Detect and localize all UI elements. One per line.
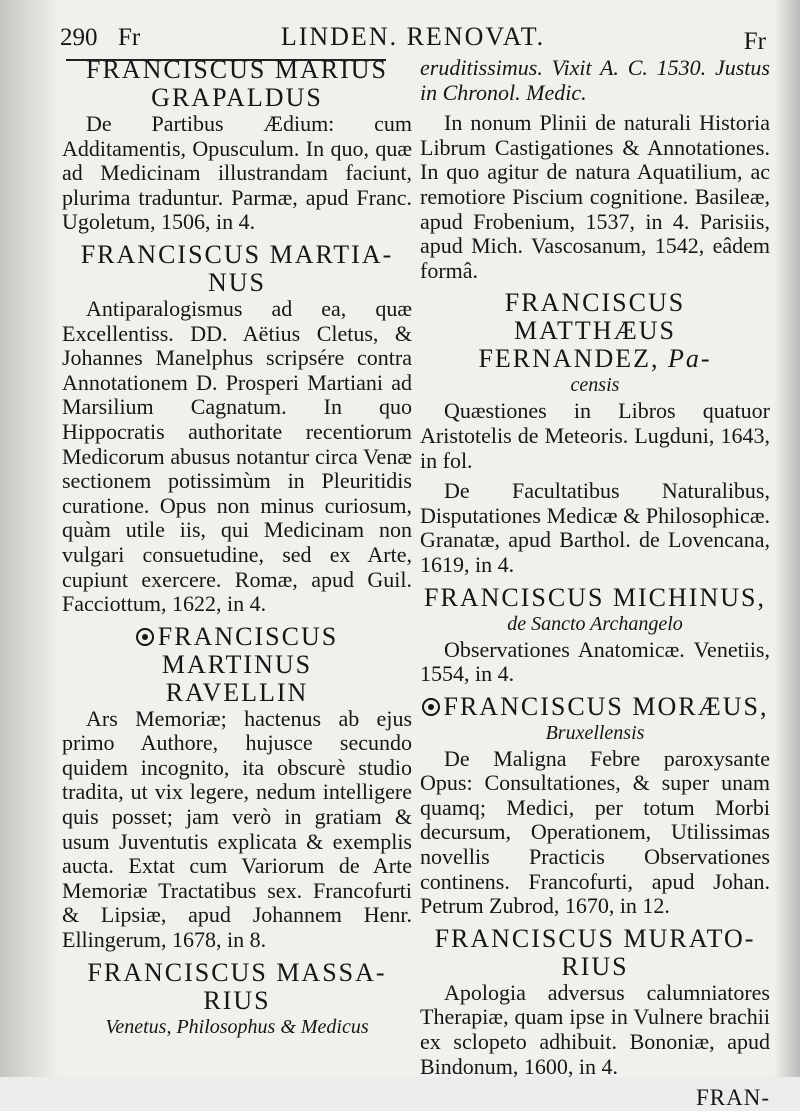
entry-heading: RIUS <box>561 951 629 981</box>
entry-michinus <box>420 584 770 687</box>
entry-fernandez <box>420 289 770 577</box>
entry-text: In nonum Plinii de naturali Historia Librum Castigationes & Annotationes. In quo agitur de natura Aquatilium, ac remotiore Piscium cognitione. Basileæ, apud Frobenium, 1537, in 4. Parisiis, apud Mich. Vascosanum, 1542, eâdem formâ. <box>420 110 770 283</box>
entry-heading: RIUS <box>203 985 271 1015</box>
entry-heading: FERNANDEZ, <box>478 344 668 374</box>
entry-ravellin <box>62 623 412 953</box>
entry-massarius <box>62 959 412 1039</box>
entry-heading: NUS <box>207 267 266 297</box>
entry-heading: FRANCISCUS MARIUS <box>85 55 389 84</box>
circle-mark-icon <box>136 628 154 646</box>
entry-heading: GRAPALDUS <box>151 83 323 112</box>
entry-subline: Bruxellensis <box>545 721 645 744</box>
header-abbr-right: Fr <box>743 28 766 55</box>
entry-text: Antiparalogismus ad ea, quæ Excellentiss. DD. Aëtius Cletus, & Johannes Manelphus scripsére contra Annotationem D. Prosperi Martiani ad Marsilium Cagnatum. In quo Hippocratis authoritate recentiorum Medicorum abusus notantur circa Venæ sectionem potissimùm in Pleuritidis curatione. Opus non minus curiosum, quàm utile iis, qui Medicinam non vulgari consuetudine, sed ex Arte, cupiunt exercere. Romæ, apud Guil. Facciottum, 1622, in 4. <box>62 295 412 617</box>
entry-subline: censis <box>570 374 620 397</box>
entry-subline: Venetus, Philosophus & Medicus <box>105 1015 369 1038</box>
entry-heading: FRANCISCUS MARTIA- <box>80 239 394 269</box>
entry-heading: FRANCISCUS MORÆUS, <box>443 691 769 721</box>
running-head <box>60 22 766 56</box>
catchword: FRAN- <box>695 1085 770 1111</box>
entry-martianus <box>62 241 412 617</box>
entry-subline: de Sancto Archangelo <box>507 612 683 635</box>
entry-heading-italic: Pa- <box>668 344 712 374</box>
entry-muratorius <box>420 925 770 1079</box>
page-number: 290 <box>60 24 98 51</box>
entry-heading: RAVELLIN <box>165 677 309 707</box>
entry-text: De Maligna Febre paroxysante Opus: Consultationes, & super unam quamq; Medici, per totum Morbi decursum, Operationem, Utilissimas novellis Practicis Observationes continens. Francofurti, apud Johan. Petrum Zubrod, 1670, in 12. <box>420 745 770 919</box>
entry-massarius-continued <box>420 56 770 283</box>
entry-moraeus <box>420 693 770 919</box>
entry-italic-text: eruditissimus. Vixit A. C. 1530. Justus in Chronol. Medic. <box>420 55 770 105</box>
entry-heading-line <box>420 345 770 373</box>
entry-text: Observationes Anatomicæ. Venetiis, 1554, in 4. <box>420 636 770 687</box>
entry-text: De Partibus Ædium: cum Additamentis, Opusculum. In quo, quæ ad Medicinam illustrandam faciunt, plurima traduntur. Parmæ, apud Franc. Ugoletum, 1506, in 4. <box>62 111 412 235</box>
entry-heading-line <box>62 623 412 679</box>
entry-heading: FRANCISCUS MASSA- <box>87 957 387 987</box>
running-title: LINDEN. RENOVAT. <box>280 22 546 51</box>
right-column <box>420 56 770 1111</box>
entry-text: Apologia adversus calumniatores Therapiæ, quam ipse in Vulnere brachii ex sclopeto adhibuit. Bononiæ, apud Bindonum, 1600, in 4. <box>420 979 770 1079</box>
circle-mark-icon <box>422 698 440 716</box>
entry-text: Ars Memoriæ; hactenus ab ejus primo Authore, hujusce secundo quidem incognito, ita obscurè studio tradita, ut vix legere, nedum intelligere quis posset; jam verò in gratiam & usum Juventutis explicata & exemplis aucta. Extat cum Variorum de Arte Memoriæ Tractatibus sex. Francofurti & Lipsiæ, apud Johannem Henr. Ellingerum, 1678, in 8. <box>62 705 412 953</box>
entry-grapaldus <box>62 56 412 235</box>
entry-heading: FRANCISCUS MARTINUS <box>157 621 339 679</box>
entry-heading: FRANCISCUS MURATO- <box>434 923 756 953</box>
entry-heading-line <box>420 693 770 721</box>
header-abbr-left: Fr <box>118 24 141 51</box>
entry-text: Quæstiones in Libros quatuor Aristotelis de Meteoris. Lugduni, 1643, in fol. <box>420 398 770 473</box>
entry-heading: FRANCISCUS MICHINUS, <box>424 582 766 612</box>
entry-heading: FRANCISCUS MATTHÆUS <box>504 288 686 346</box>
left-column <box>62 56 412 1041</box>
entry-text: De Facultatibus Naturalibus, Disputationes Medicæ & Philosophicæ. Granatæ, apud Barthol. de Lovencana, 1619, in 4. <box>420 478 770 577</box>
